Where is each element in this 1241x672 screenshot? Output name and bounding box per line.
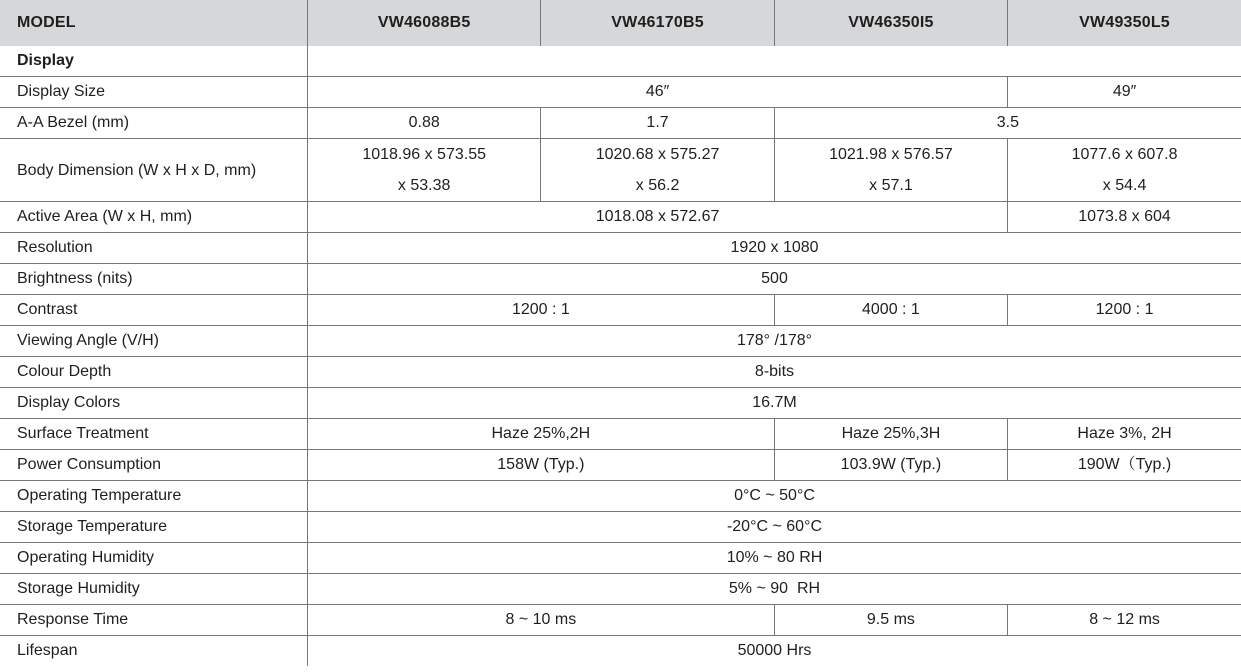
cell-value: 10% ~ 80 RH xyxy=(307,543,1241,574)
cell-value: 1018.08 x 572.67 xyxy=(307,202,1007,233)
row-label: Body Dimension (W x H x D, mm) xyxy=(0,139,307,202)
cell-line: 1021.98 x 576.57 xyxy=(829,146,953,163)
row-label: Display Size xyxy=(0,77,307,108)
cell-value: 1200 : 1 xyxy=(1008,295,1241,326)
row-power-consumption xyxy=(0,450,1241,481)
header-model-2: VW46170B5 xyxy=(541,0,774,46)
cell-value: 1073.8 x 604 xyxy=(1008,202,1241,233)
cell-value xyxy=(1008,139,1241,202)
row-label: Operating Humidity xyxy=(0,543,307,574)
cell-value: 1200 : 1 xyxy=(307,295,774,326)
cell-value xyxy=(774,139,1007,202)
row-display-colors xyxy=(0,388,1241,419)
row-operating-temperature xyxy=(0,481,1241,512)
cell-value: 190W（Typ.) xyxy=(1008,450,1241,481)
cell-value: 8 ~ 10 ms xyxy=(307,605,774,636)
row-label: Resolution xyxy=(0,233,307,264)
row-operating-humidity xyxy=(0,543,1241,574)
cell-value: Haze 25%,3H xyxy=(774,419,1007,450)
cell-value: 9.5 ms xyxy=(774,605,1007,636)
row-label: Storage Temperature xyxy=(0,512,307,543)
cell-line: x 56.2 xyxy=(635,177,680,194)
cell-value: 4000 : 1 xyxy=(774,295,1007,326)
row-label: Storage Humidity xyxy=(0,574,307,605)
cell-value xyxy=(541,139,774,202)
cell-value: 0°C ~ 50°C xyxy=(307,481,1241,512)
row-label: Power Consumption xyxy=(0,450,307,481)
section-title: Display xyxy=(0,46,307,77)
cell-value: 49″ xyxy=(1008,77,1241,108)
cell-value: 16.7M xyxy=(307,388,1241,419)
row-colour-depth xyxy=(0,357,1241,388)
row-viewing-angle xyxy=(0,326,1241,357)
cell-value: 50000 Hrs xyxy=(307,636,1241,667)
row-brightness xyxy=(0,264,1241,295)
cell-value: 0.88 xyxy=(307,108,540,139)
cell-value: 500 xyxy=(307,264,1241,295)
row-response-time xyxy=(0,605,1241,636)
row-label: Viewing Angle (V/H) xyxy=(0,326,307,357)
cell-value xyxy=(307,139,540,202)
row-label: Contrast xyxy=(0,295,307,326)
row-label: Lifespan xyxy=(0,636,307,667)
header-model-label: MODEL xyxy=(0,0,307,46)
header-model-3: VW46350I5 xyxy=(774,0,1007,46)
row-label: Brightness (nits) xyxy=(0,264,307,295)
cell-line: 1020.68 x 575.27 xyxy=(595,146,720,163)
cell-line: x 53.38 xyxy=(397,177,451,194)
row-resolution xyxy=(0,233,1241,264)
cell-value: Haze 3%, 2H xyxy=(1008,419,1241,450)
section-row-display xyxy=(0,46,1241,77)
row-display-size xyxy=(0,77,1241,108)
row-label: Colour Depth xyxy=(0,357,307,388)
cell-value: 178° /178° xyxy=(307,326,1241,357)
section-empty-cell xyxy=(307,46,1241,77)
row-storage-humidity xyxy=(0,574,1241,605)
cell-value: -20°C ~ 60°C xyxy=(307,512,1241,543)
cell-value: 46″ xyxy=(307,77,1007,108)
cell-value: 8 ~ 12 ms xyxy=(1008,605,1241,636)
cell-value: 1.7 xyxy=(541,108,774,139)
row-contrast xyxy=(0,295,1241,326)
header-model-4: VW49350L5 xyxy=(1008,0,1241,46)
cell-value: 1920 x 1080 xyxy=(307,233,1241,264)
header-model-1: VW46088B5 xyxy=(307,0,540,46)
header-row xyxy=(0,0,1241,46)
row-surface-treatment xyxy=(0,419,1241,450)
cell-value: 5% ~ 90 RH xyxy=(307,574,1241,605)
row-label: Operating Temperature xyxy=(0,481,307,512)
cell-line: 1018.96 x 573.55 xyxy=(362,146,486,163)
cell-value: 3.5 xyxy=(774,108,1241,139)
cell-line: x 54.4 xyxy=(1102,177,1147,194)
row-lifespan xyxy=(0,636,1241,667)
row-label: Response Time xyxy=(0,605,307,636)
cell-line: x 57.1 xyxy=(869,177,913,194)
cell-value: Haze 25%,2H xyxy=(307,419,774,450)
row-body-dimension xyxy=(0,139,1241,202)
row-label: Active Area (W x H, mm) xyxy=(0,202,307,233)
row-label: A-A Bezel (mm) xyxy=(0,108,307,139)
cell-value: 158W (Typ.) xyxy=(307,450,774,481)
row-bezel xyxy=(0,108,1241,139)
row-storage-temperature xyxy=(0,512,1241,543)
row-label: Surface Treatment xyxy=(0,419,307,450)
cell-line: 1077.6 x 607.8 xyxy=(1071,146,1178,163)
row-label: Display Colors xyxy=(0,388,307,419)
row-active-area xyxy=(0,202,1241,233)
cell-value: 103.9W (Typ.) xyxy=(774,450,1007,481)
cell-value: 8-bits xyxy=(307,357,1241,388)
